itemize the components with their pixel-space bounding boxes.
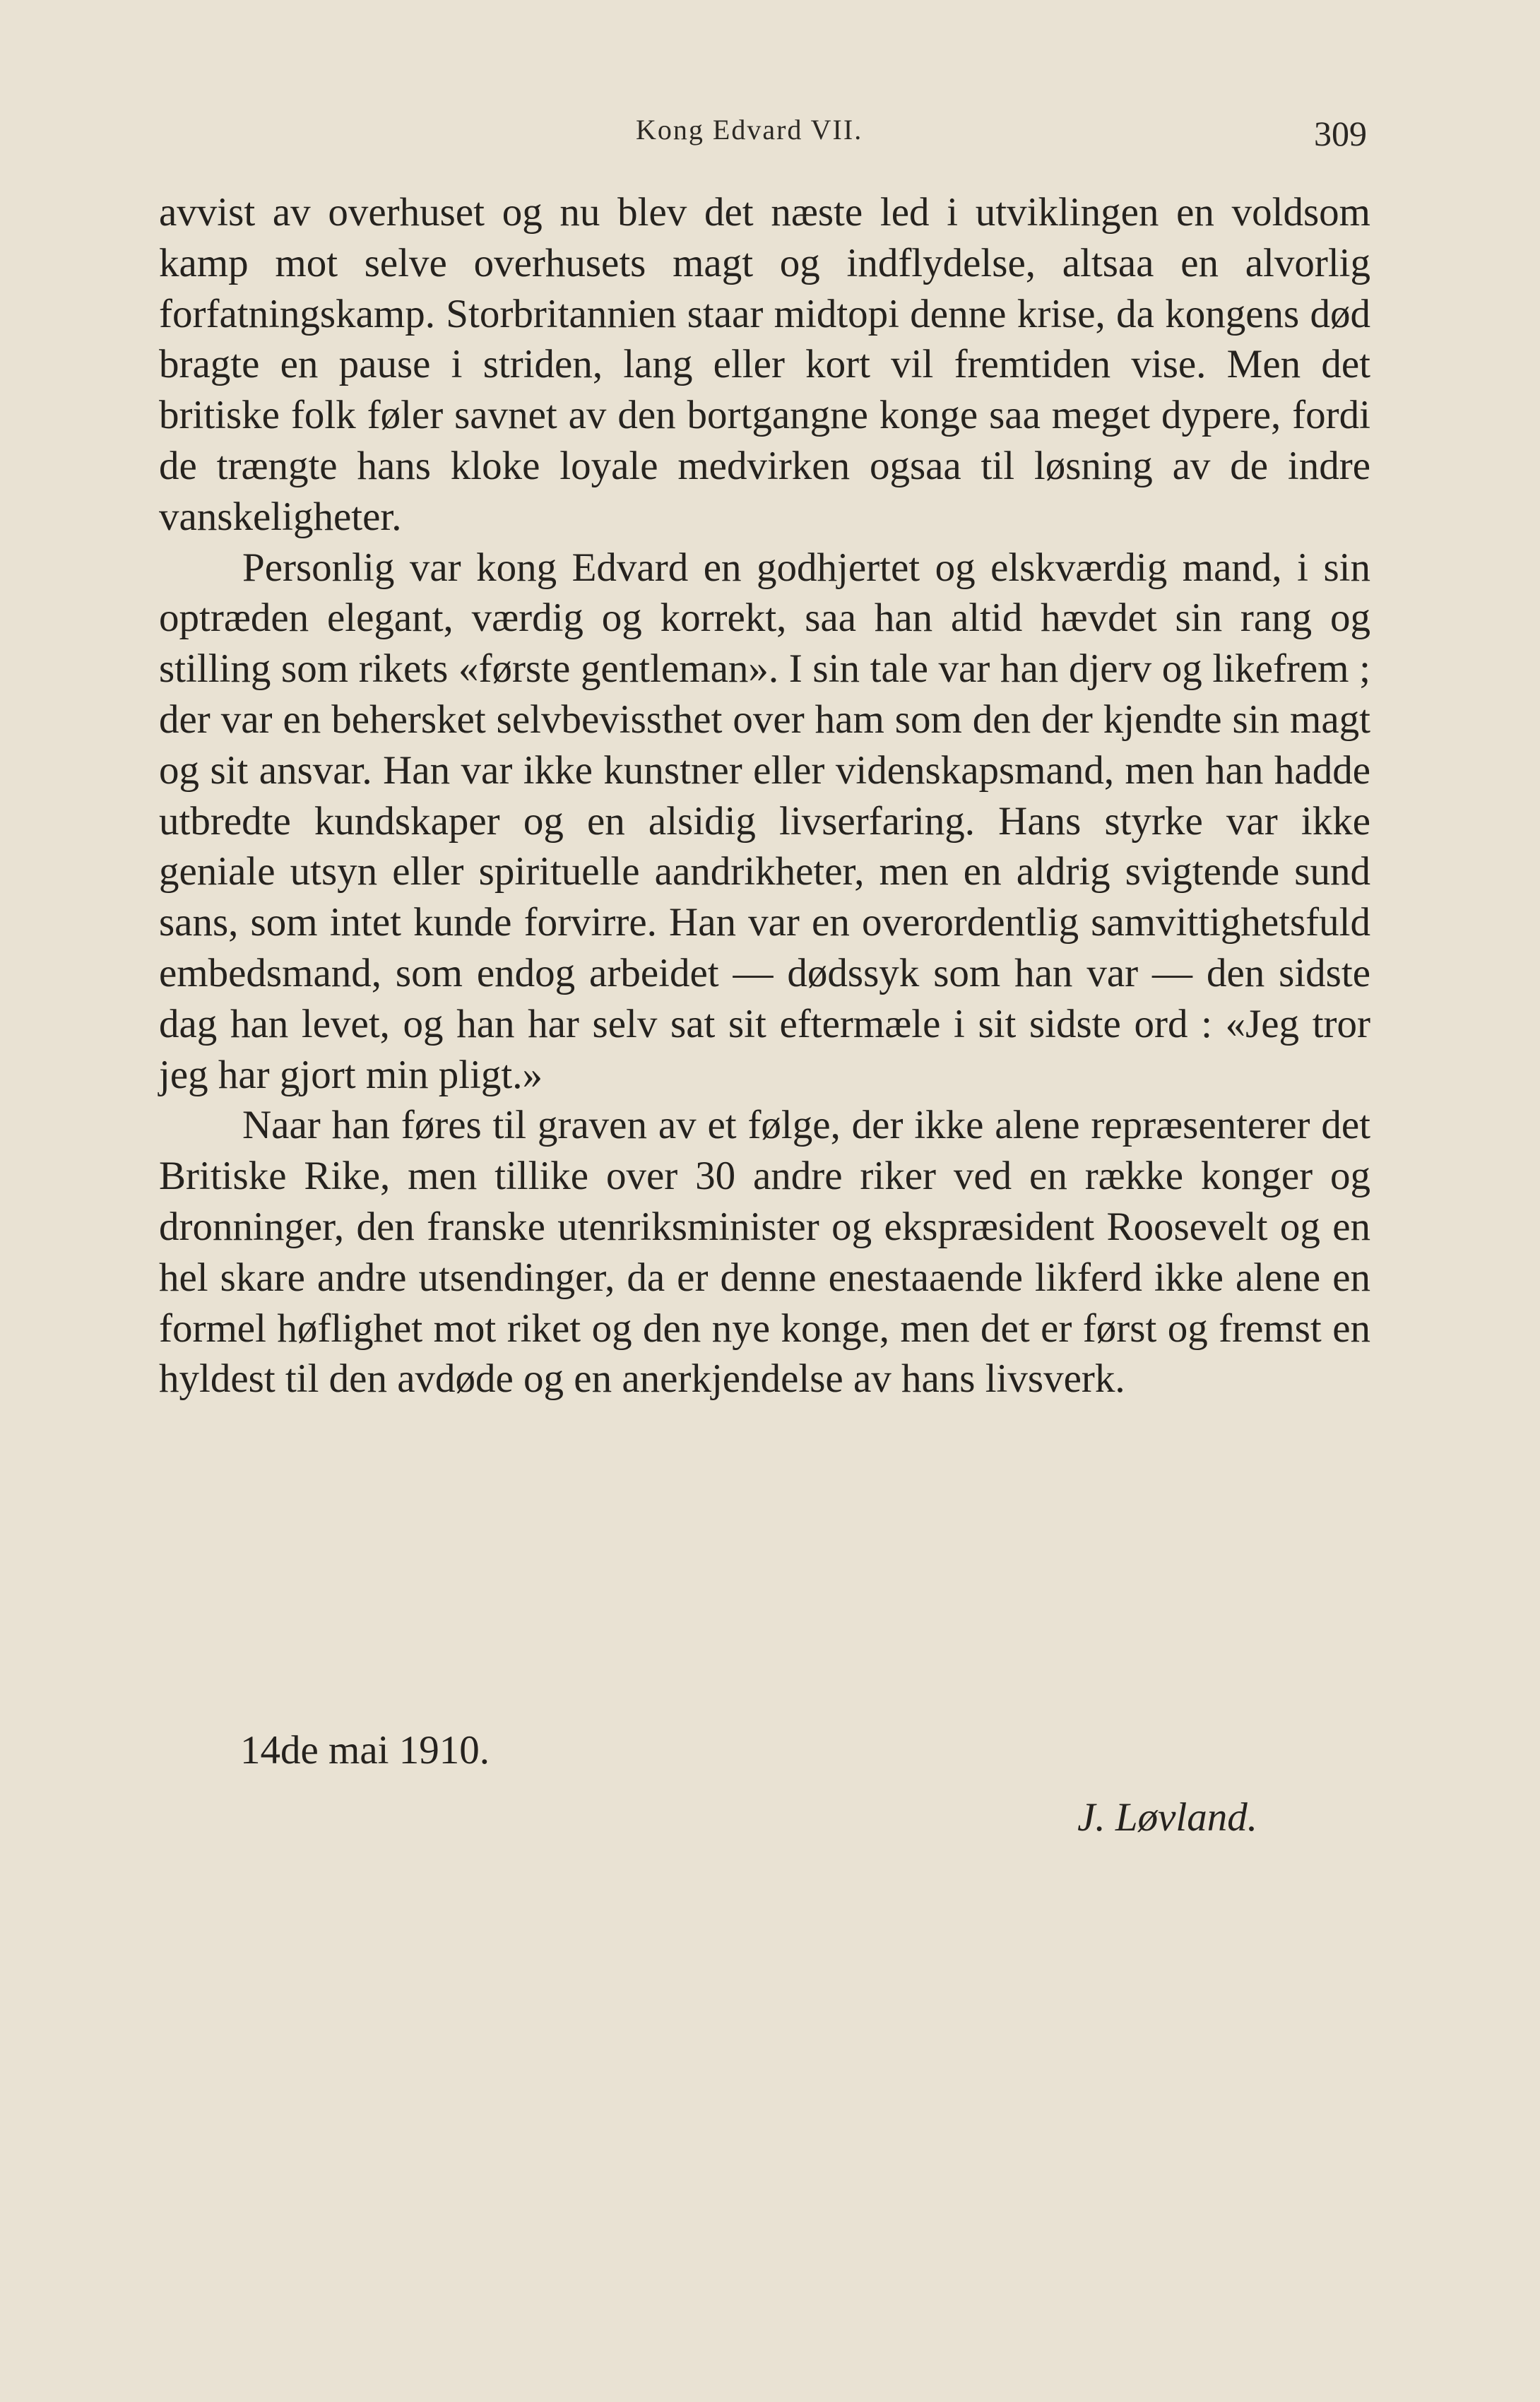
paragraph-3: Naar han føres til graven av et følge, der ikke alene repræsenterer det Britiske Rike, men tillike over 30 andre riker ved en række konger og dronninger, den franske utenriksminister og ekspræsident Roosevelt og en hel skare andre utsendinger, da er denne enestaaende likferd ikke alene en formel høflighet mot riket og den nye konge, men det er først og fremst en hyldest til den avdøde og en anerkjendelse av hans livsverk. (159, 1103, 1370, 1402)
date-line: 14de mai 1910. (240, 1728, 490, 1773)
body-text (159, 187, 1370, 1404)
page-number: 309 (1314, 114, 1367, 153)
running-title: Kong Edvard VII. (636, 114, 863, 146)
paragraph-1: avvist av overhuset og nu blev det næste led i utviklingen en voldsom kamp mot selve overhusets magt og indflydelse, altsaa en alvorlig forfatningskamp. Storbritannien staar midtopi denne krise, da kongens død bragte en pause i striden, lang eller kort vil fremtiden vise. Men det britiske folk føler savnet av den bortgangne konge saa meget dypere, fordi de trængte hans kloke loyale medvirken ogsaa til løsning av de indre vanskeligheter. (159, 190, 1370, 539)
paragraph-2: Personlig var kong Edvard en godhjertet og elskværdig mand, i sin optræden elegant, værdig og korrekt, saa han altid hævdet sin rang og stilling som rikets «første gentleman». I sin tale var han djerv og likefrem ; der var en behersket selvbevissthet over ham som den der kjendte sin magt og sit ansvar. Han var ikke kunstner eller videnskapsmand, men han hadde utbredte kundskaper og en alsidig livserfaring. Hans styrke var ikke geniale utsyn eller spirituelle aandrikheter, men en aldrig svigtende sund sans, som intet kunde forvirre. Han var en overordentlig samvittighetsfuld embedsmand, som endog arbeidet — dødssyk som han var — den sidste dag han levet, og han har selv sat sit eftermæle i sit sidste ord : «Jeg tror jeg har gjort min pligt.» (159, 545, 1370, 1097)
author-signature: J. Løvland. (1077, 1795, 1257, 1840)
